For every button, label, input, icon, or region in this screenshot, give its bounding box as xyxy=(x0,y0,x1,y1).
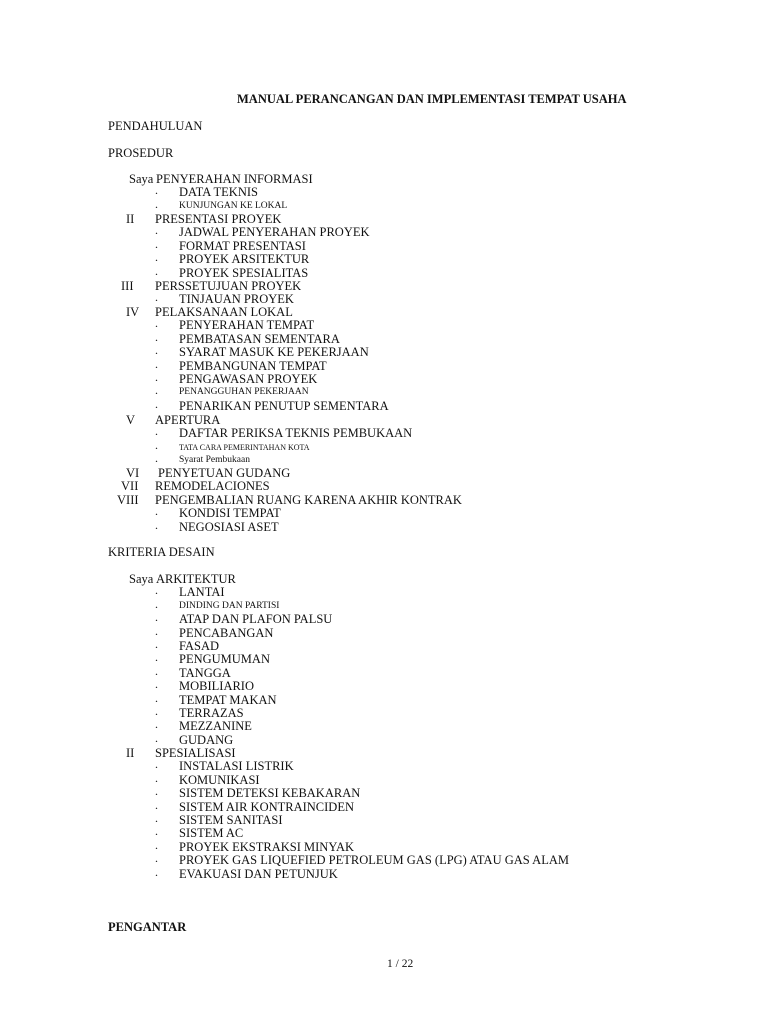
outline-item: SISTEM AIR KONTRAINCIDEN xyxy=(179,799,354,814)
outline-item: JADWAL PENYERAHAN PROYEK xyxy=(179,225,370,240)
outline-item: LANTAI xyxy=(179,585,225,600)
outline-number: V xyxy=(126,413,136,427)
outline-item: PROYEK EKSTRAKSI MINYAK xyxy=(179,839,355,854)
bullet-marker: . xyxy=(155,610,158,625)
bullet-marker: . xyxy=(155,851,158,866)
outline-heading: APERTURA xyxy=(155,413,221,427)
bullet-marker: . xyxy=(155,623,158,638)
section-prosedur: PROSEDUR xyxy=(108,146,174,160)
outline-item: TERRAZAS xyxy=(179,706,244,720)
outline-item: DAFTAR PERIKSA TEKNIS PEMBUKAAN xyxy=(179,426,413,441)
outline-item: EVAKUASI DAN PETUNJUK xyxy=(179,866,338,881)
outline-item: PENYERAHAN TEMPAT xyxy=(179,318,315,333)
outline-heading: ARKITEKTUR xyxy=(156,572,236,586)
bullet-marker: . xyxy=(155,343,158,358)
outline-item: PROYEK ARSITEKTUR xyxy=(179,252,310,267)
outline-item: GUDANG xyxy=(179,732,234,747)
outline-item: PEMBANGUNAN TEMPAT xyxy=(179,358,327,373)
bullet-marker: . xyxy=(155,396,158,411)
outline-item: INSTALASI LISTRIK xyxy=(179,759,294,774)
bullet-marker: . xyxy=(155,370,158,384)
bullet-marker: . xyxy=(155,596,158,611)
bullet-marker: . xyxy=(155,757,158,772)
bullet-marker: . xyxy=(155,504,158,519)
outline-item: NEGOSIASI ASET xyxy=(179,519,279,534)
bullet-marker: . xyxy=(155,730,158,745)
outline-item: DATA TEKNIS xyxy=(179,185,258,200)
section-pengantar: PENGANTAR xyxy=(108,920,187,934)
outline-heading: PENGEMBALIAN RUANG KARENA AKHIR KONTRAK xyxy=(155,493,462,507)
section-pendahuluan: PENDAHULUAN xyxy=(108,119,203,133)
bullet-marker: . xyxy=(155,811,158,825)
outline-number: IV xyxy=(126,305,140,319)
outline-item: KOMUNIKASI xyxy=(179,772,260,787)
bullet-marker: . xyxy=(155,677,158,692)
document-title: MANUAL PERANCANGAN DAN IMPLEMENTASI TEMPAT USAHA xyxy=(237,92,627,106)
outline-item: SISTEM AC xyxy=(179,826,244,841)
outline-number: II xyxy=(126,746,135,760)
bullet-marker: . xyxy=(155,236,158,251)
bullet-marker: . xyxy=(155,797,158,812)
outline-number: Saya xyxy=(129,572,154,586)
outline-number: VIII xyxy=(117,493,139,507)
outline-item: PROYEK GAS LIQUEFIED PETROLEUM GAS (LPG) ATAU GAS ALAM xyxy=(179,853,569,868)
bullet-marker: . xyxy=(155,263,158,278)
bullet-marker: . xyxy=(155,690,158,705)
outline-item: FASAD xyxy=(179,639,220,653)
bullet-marker: . xyxy=(155,517,158,532)
bullet-marker: . xyxy=(155,383,158,398)
outline-item: DINDING DAN PARTISI xyxy=(179,600,280,611)
bullet-marker: . xyxy=(155,864,158,879)
outline-item: MEZZANINE xyxy=(179,719,252,734)
bullet-marker: . xyxy=(155,583,158,598)
bullet-marker: . xyxy=(155,183,158,198)
outline-item: ATAP DAN PLAFON PALSU xyxy=(179,612,333,627)
outline-item: FORMAT PRESENTASI xyxy=(179,238,306,253)
outline-item: SISTEM SANITASI xyxy=(179,813,283,827)
outline-number: Saya xyxy=(129,172,154,186)
outline-number: II xyxy=(126,212,135,226)
outline-item: MOBILIARIO xyxy=(179,679,254,694)
outline-item: Syarat Pembukaan xyxy=(179,455,250,466)
outline-number: III xyxy=(121,279,134,293)
outline-item: PROYEK SPESIALITAS xyxy=(179,265,309,280)
section-kriteria: KRITERIA DESAIN xyxy=(108,545,215,559)
outline-item: KONDISI TEMPAT xyxy=(179,506,281,521)
outline-item: TATA CARA PEMERINTAHAN KOTA xyxy=(179,442,310,452)
outline-item: PENCABANGAN xyxy=(179,625,274,640)
outline-item: TANGGA xyxy=(179,665,231,680)
bullet-marker: . xyxy=(155,770,158,785)
outline-heading: PERSSETUJUAN PROYEK xyxy=(155,279,302,293)
bullet-marker: . xyxy=(155,316,158,331)
outline-item: TINJAUAN PROYEK xyxy=(179,292,294,307)
outline-heading: PELAKSANAAN LOKAL xyxy=(155,305,293,319)
outline-number: VI xyxy=(126,466,140,480)
outline-item: SISTEM DETEKSI KEBAKARAN xyxy=(179,786,361,801)
outline-number: VII xyxy=(121,479,139,493)
bullet-marker: . xyxy=(155,704,158,718)
page-number: 1 / 22 xyxy=(387,958,414,970)
bullet-marker: . xyxy=(155,290,158,305)
bullet-marker: . xyxy=(155,837,158,852)
bullet-marker: . xyxy=(155,717,158,732)
outline-heading: REMODELACIONES xyxy=(155,479,270,493)
bullet-marker: . xyxy=(155,250,158,265)
outline-item: SYARAT MASUK KE PEKERJAAN xyxy=(179,345,369,360)
outline-item: PEMBATASAN SEMENTARA xyxy=(179,331,340,346)
bullet-marker: . xyxy=(155,650,158,665)
bullet-marker: . xyxy=(155,196,158,211)
bullet-marker: . xyxy=(155,223,158,238)
bullet-marker: . xyxy=(155,451,158,466)
outline-item: PENARIKAN PENUTUP SEMENTARA xyxy=(179,398,389,413)
outline-item: PENGAWASAN PROYEK xyxy=(179,372,318,386)
outline-item: TEMPAT MAKAN xyxy=(179,692,277,707)
bullet-marker: . xyxy=(155,824,158,839)
bullet-marker: . xyxy=(155,637,158,651)
outline-heading: PRESENTASI PROYEK xyxy=(155,212,282,226)
outline-heading: PENYETUAN GUDANG xyxy=(158,466,291,480)
outline-heading: PENYERAHAN INFORMASI xyxy=(156,172,313,186)
bullet-marker: . xyxy=(155,356,158,371)
bullet-marker: . xyxy=(155,784,158,799)
outline-heading: SPESIALISASI xyxy=(155,746,236,760)
outline-item: PENANGGUHAN PEKERJAAN xyxy=(179,387,309,398)
bullet-marker: . xyxy=(155,329,158,344)
bullet-marker: . xyxy=(155,663,158,678)
bullet-marker: . xyxy=(155,437,158,452)
outline-item: KUNJUNGAN KE LOKAL xyxy=(179,200,288,211)
bullet-marker: . xyxy=(155,424,158,439)
outline-item: PENGUMUMAN xyxy=(179,652,270,667)
